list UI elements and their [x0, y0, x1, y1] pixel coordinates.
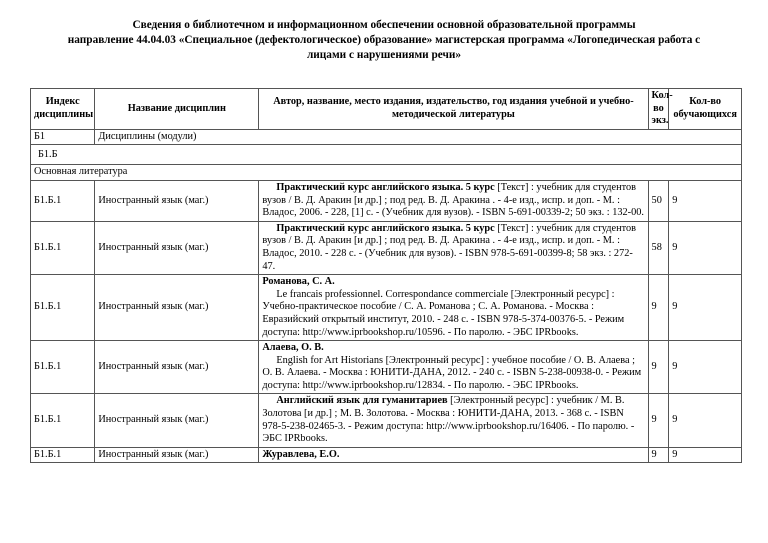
title-line-1: Сведения о библиотечном и информационном обеспечении основной образовательной программы: [132, 19, 636, 31]
literature-text: [Электронный ресурс] : учебник / М. В. Золотова [и др.] ; М. В. Золотова. - Москва : ЮНИТИ-ДАНА, 2013. - 368 с. - ISBN 978-5-238-02465-3. - Режим доступа: http://www.iprbookshop.ru/16406. - По паролю. - ЭБС IPRbooks.: [262, 395, 635, 445]
students-count: 9: [669, 275, 742, 341]
header-index: Индекс дисциплины: [31, 89, 95, 130]
literature-cell: [259, 275, 648, 341]
table-row: [31, 221, 742, 274]
discipline-code: Б1.Б.1: [31, 275, 95, 341]
header-row: [31, 89, 742, 130]
discipline-name: Иностранный язык (маг.): [95, 221, 259, 274]
table-row: [31, 180, 742, 221]
literature-cell: [259, 341, 648, 394]
discipline-name: Иностранный язык (маг.): [95, 447, 259, 463]
table-row: [31, 394, 742, 447]
literature-title: Английский язык для гуманитариев: [276, 395, 448, 407]
students-count: 9: [669, 221, 742, 274]
section-row-main-literature: [31, 165, 742, 181]
copies-count: 58: [648, 221, 669, 274]
literature-cell: [259, 447, 648, 463]
section-b1b-label: Б1.Б: [38, 148, 58, 160]
header-literature: Автор, название, место издания, издательство, год издания учебной и учебно-методической литературы: [259, 89, 648, 130]
discipline-code: Б1.Б.1: [31, 221, 95, 274]
discipline-name: Иностранный язык (маг.): [95, 275, 259, 341]
table-row: [31, 341, 742, 394]
section-b1-name: Дисциплины (модули): [95, 129, 742, 145]
literature-title: Практический курс английского языка. 5 курс: [276, 181, 495, 193]
copies-count: 50: [648, 180, 669, 221]
literature-text: [Текст] : учебник для студентов вузов / В. Д. Аракин [и др.] ; под ред. В. Д. Аракина . - 4-е изд., испр. и доп. - М. : Владос, 2006. - 228, [1] с. - (Учебник для вузов). - ISBN 5-691-00339-2; 50 экз. : 132-00.: [262, 181, 644, 219]
discipline-name: Иностранный язык (маг.): [95, 394, 259, 447]
literature-text: Le francais professionnel. Correspondance commerciale [Электронный ресурс] : Учебно-практическое пособие / С. А. Романова ; С. А. Романова. - Москва : Евразийский открытый институт, 2010. - 248 с. - ISBN 978-5-374-00376-5. - Режим доступа: http://www.iprbookshop.ru/10596. - По паролю. - ЭБС IPRbooks.: [262, 288, 625, 338]
header-students: Кол-во обучающихся: [669, 89, 742, 130]
literature-author: Алаева, О. В.: [262, 342, 324, 354]
literature-title: Практический курс английского языка. 5 курс: [276, 222, 495, 234]
students-count: 9: [669, 447, 742, 463]
students-count: 9: [669, 341, 742, 394]
copies-count: 9: [648, 275, 669, 341]
discipline-code: Б1.Б.1: [31, 180, 95, 221]
discipline-code: Б1.Б.1: [31, 341, 95, 394]
literature-text: [Текст] : учебник для студентов вузов / В. Д. Аракин [и др.] ; под ред. В. Д. Аракина . - 4-е изд., испр. и доп. - М. : Владос, 2010. - 228 с. - (Учебник для вузов). - ISBN 978-5-691-00399-8; 58 экз. : 272-47.: [262, 222, 636, 272]
literature-cell: [259, 394, 648, 447]
section-row-b1: [31, 129, 742, 145]
literature-author: Романова, С. А.: [262, 276, 335, 288]
literature-cell: [259, 221, 648, 274]
literature-author: Журавлева, Е.О.: [262, 448, 340, 460]
copies-count: 9: [648, 394, 669, 447]
discipline-code: Б1.Б.1: [31, 394, 95, 447]
copies-count: 9: [648, 447, 669, 463]
students-count: 9: [669, 180, 742, 221]
table-row: [31, 447, 742, 463]
discipline-name: Иностранный язык (маг.): [95, 341, 259, 394]
literature-table: [30, 88, 742, 463]
header-copies: Кол-во экз.: [648, 89, 669, 130]
section-b1b-code: [31, 145, 742, 165]
literature-cell: [259, 180, 648, 221]
header-name: Название дисциплин: [95, 89, 259, 130]
section-row-b1b: [31, 145, 742, 165]
copies-count: 9: [648, 341, 669, 394]
section-b1-code: Б1: [31, 129, 95, 145]
section-main-literature: Основная литература: [31, 165, 742, 181]
document-title: [20, 18, 748, 63]
title-line-2: направление 44.04.03 «Специальное (дефектологическое) образование» магистерская программа «Логопедическая работа с: [67, 34, 701, 46]
table-row: [31, 275, 742, 341]
literature-text: English for Art Historians [Электронный ресурс] : учебное пособие / О. В. Алаева ; О. В. Алаева. - Москва : ЮНИТИ-ДАНА, 2012. - 240 с. - ISBN 5-238-00938-0. - Режим доступа: http://www.iprbookshop.ru/12834. - По паролю. - ЭБС IPRbooks.: [262, 354, 642, 391]
discipline-code: Б1.Б.1: [31, 447, 95, 463]
students-count: 9: [669, 394, 742, 447]
discipline-name: Иностранный язык (маг.): [95, 180, 259, 221]
title-line-3: лицами с нарушениями речи»: [306, 49, 462, 61]
